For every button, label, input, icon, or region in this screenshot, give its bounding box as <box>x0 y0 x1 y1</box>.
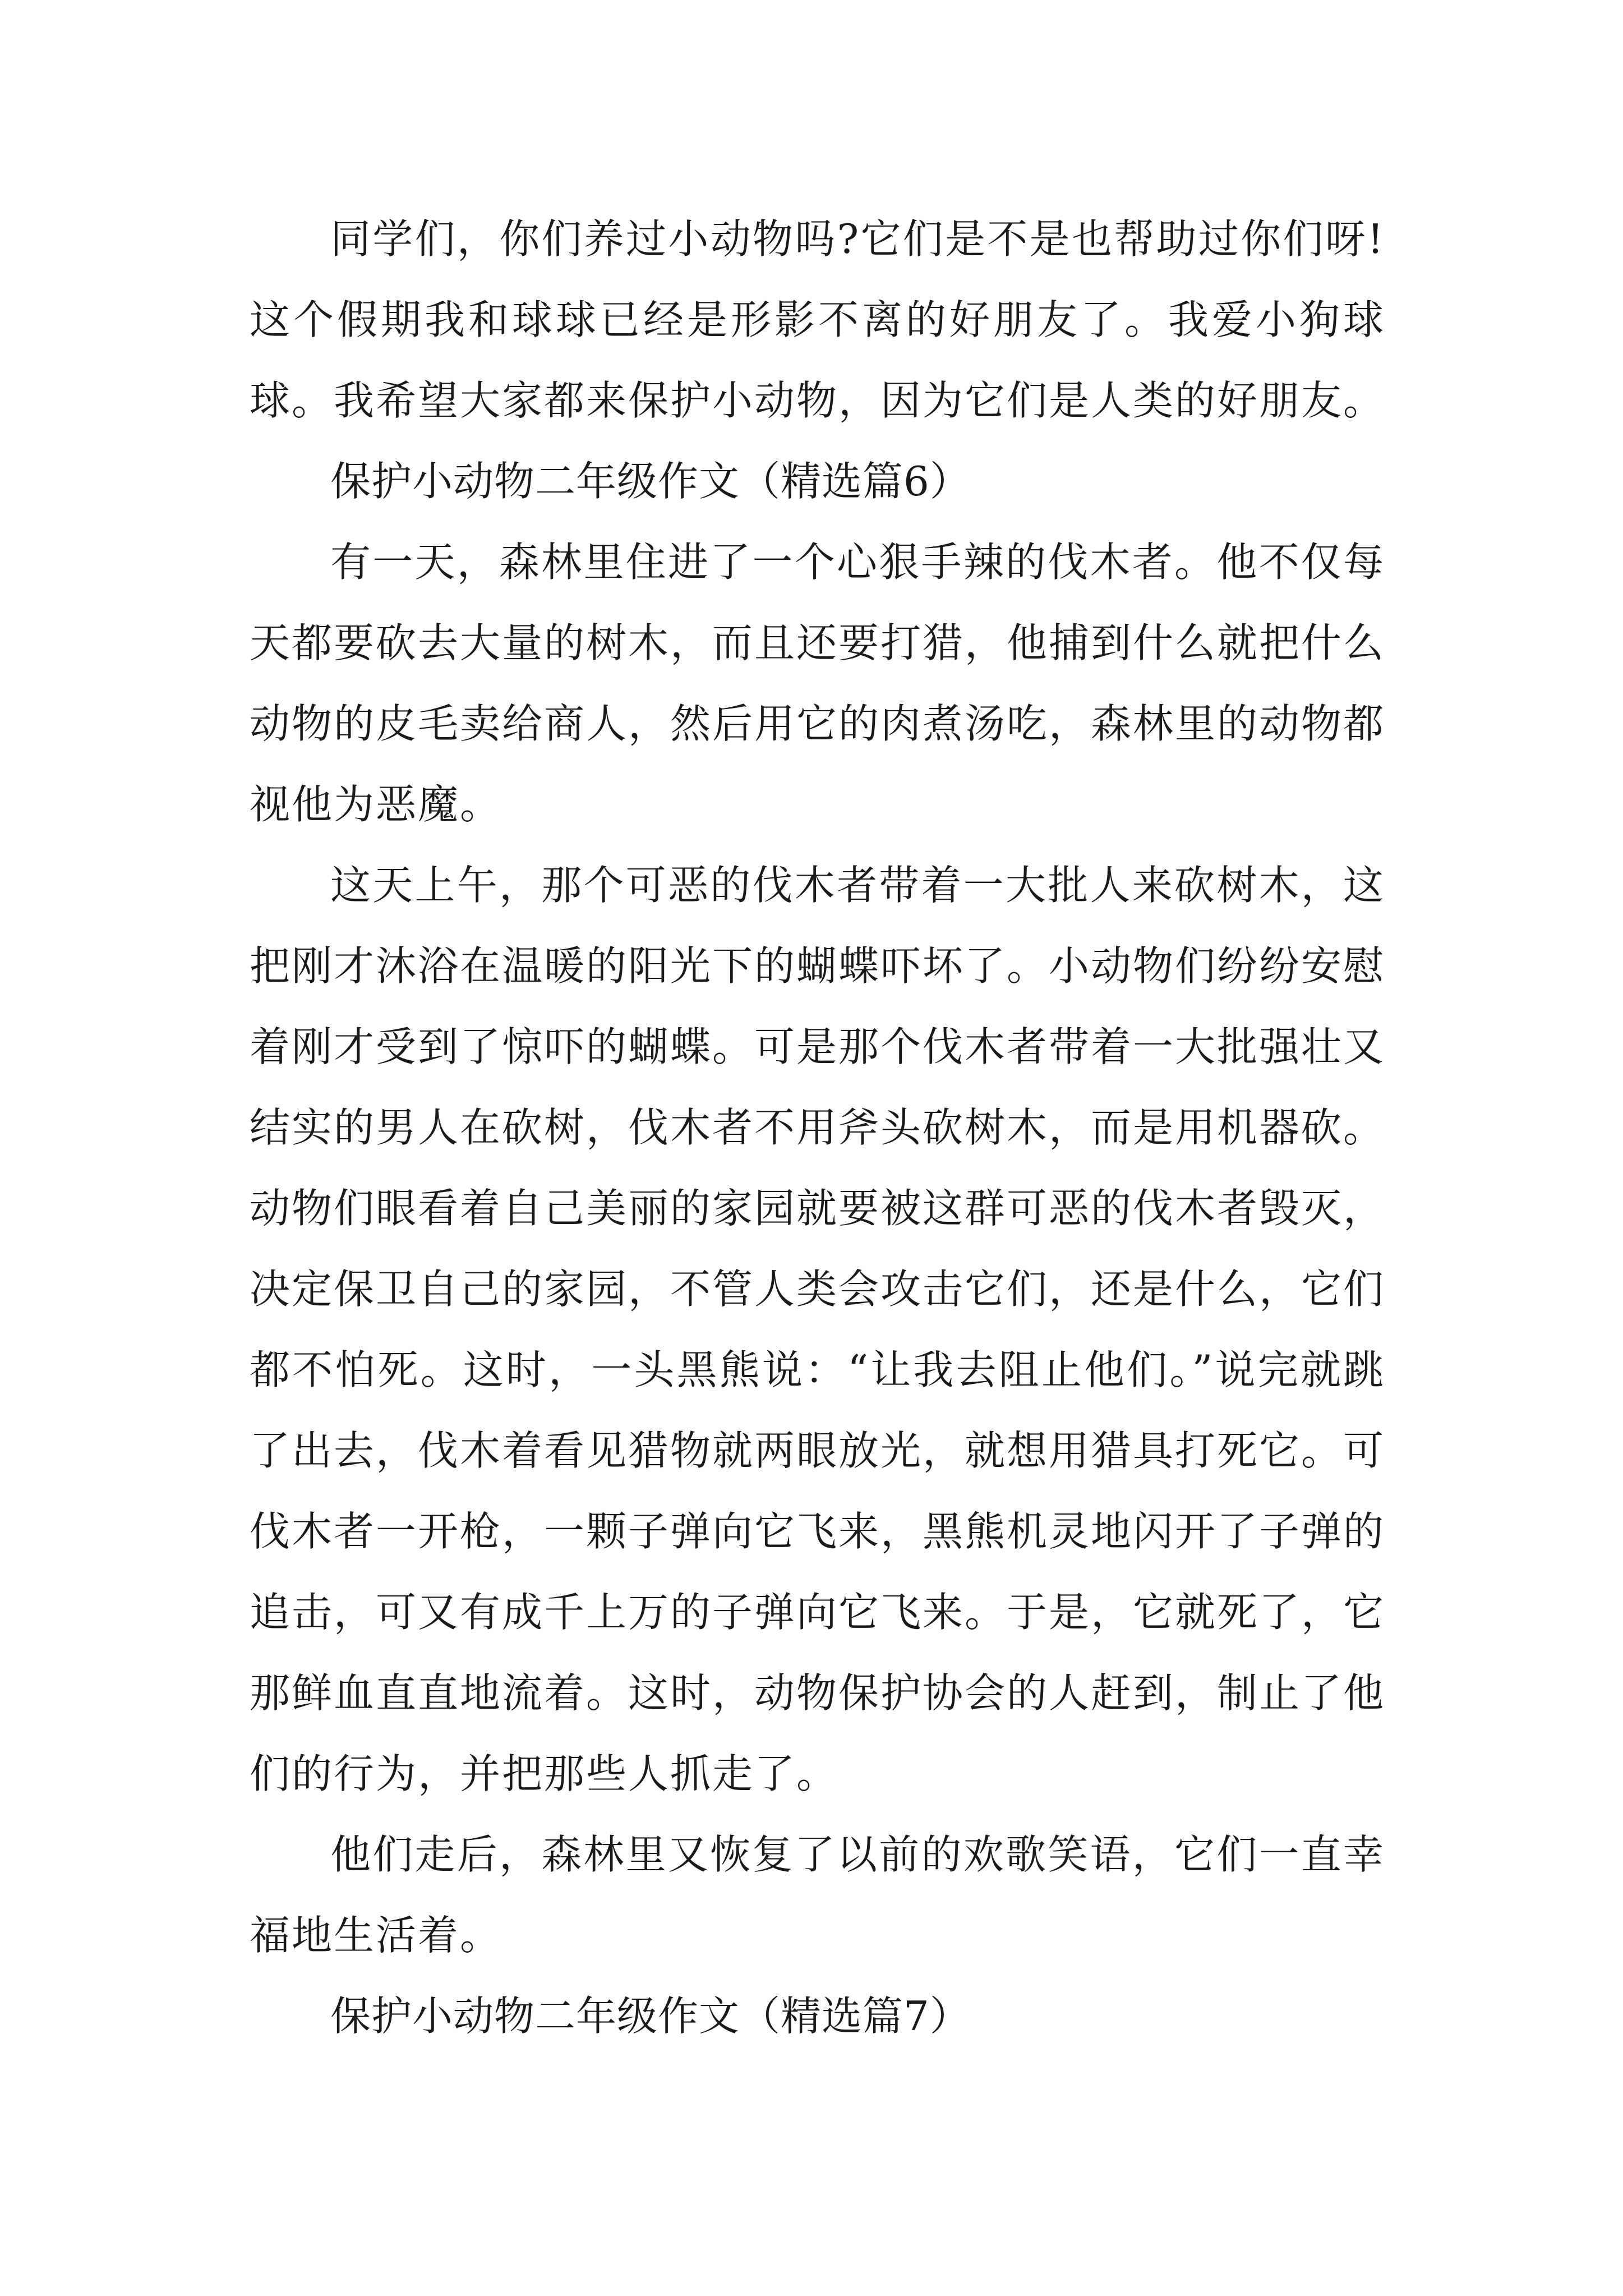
document-body <box>250 199 1385 2056</box>
paragraph-ending-6: 他们走后，森林里又恢复了以前的欢歌笑语，它们一直幸福地生活着。 <box>250 1831 1385 1959</box>
paragraph-story-6: 这天上午，那个可恶的伐木者带着一大批人来砍树木，这把刚才沐浴在温暖的阳光下的蝴蝶吓坏了。小动物们纷纷安慰着刚才受到了惊吓的蝴蝶。可是那个伐木者带着一大批强壮又结实的男人在砍树，伐木者不用斧头砍树木，而是用机器砍。动物们眼看着自己美丽的家园就要被这群可恶的伐木者毁灭，决定保卫自己的家园，不管人类会攻击它们，还是什么，它们都不怕死。这时，一头黑熊说：“让我去阻止他们。”说完就跳了出去，伐木着看见猎物就两眼放光，就想用猎具打死它。可伐木者一开枪，一颗子弹向它飞来，黑熊机灵地闪开了子弹的追击，可又有成千上万的子弹向它飞来。于是，它就死了，它那鲜血直直地流着。这时，动物保护协会的人赶到，制止了他们的行为，并把那些人抓走了。 <box>250 862 1386 1797</box>
section-heading-6: 保护小动物二年级作文（精选篇6） <box>330 458 971 505</box>
paragraph-conclusion-5: 同学们，你们养过小动物吗?它们是不是也帮助过你们呀!这个假期我和球球已经是形影不离的好朋友了。我爱小狗球球。我希望大家都来保护小动物，因为它们是人类的好朋友。 <box>250 215 1386 424</box>
paragraph-intro-6: 有一天，森林里住进了一个心狠手辣的伐木者。他不仅每天都要砍去大量的树木，而且还要打猎，他捕到什么就把什么动物的皮毛卖给商人，然后用它的肉煮汤吃，森林里的动物都视他为恶魔。 <box>250 539 1386 828</box>
section-heading-7: 保护小动物二年级作文（精选篇7） <box>330 1993 971 2040</box>
